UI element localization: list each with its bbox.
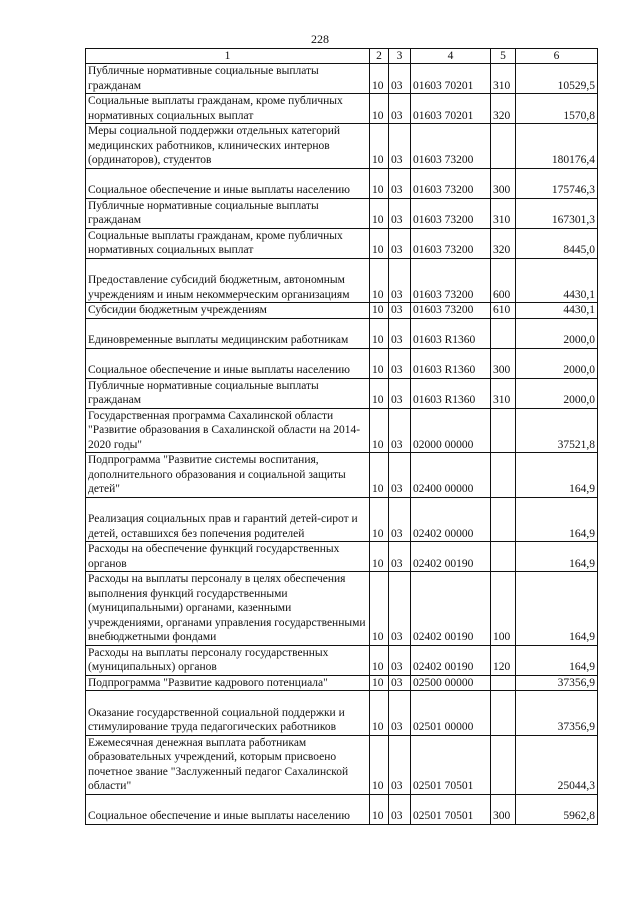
- row-amount: 164,9: [516, 453, 598, 498]
- row-expense-type: 300: [491, 348, 516, 378]
- row-target-article: 01603 73200: [411, 168, 491, 198]
- row-name: Социальное обеспечение и иные выплаты населению: [86, 168, 370, 198]
- row-name: Подпрограмма "Развитие кадрового потенциала": [86, 675, 370, 691]
- row-target-article: 02402 00000: [411, 497, 491, 542]
- row-amount: 37356,9: [516, 675, 598, 691]
- row-name: Публичные нормативные социальные выплаты гражданам: [86, 198, 370, 228]
- header-col-2: 2: [370, 49, 389, 64]
- table-row: [86, 735, 598, 794]
- row-target-article: 01603 70201: [411, 64, 491, 94]
- row-subsection: 03: [389, 794, 411, 824]
- row-amount: 5962,8: [516, 794, 598, 824]
- row-section: 10: [370, 168, 389, 198]
- row-section: 10: [370, 794, 389, 824]
- row-section: 10: [370, 378, 389, 408]
- table-row: [86, 348, 598, 378]
- table-row: [86, 94, 598, 124]
- row-name: Подпрограмма "Развитие системы воспитания, дополнительного образования и социальной защиты детей": [86, 453, 370, 498]
- row-section: 10: [370, 572, 389, 646]
- row-expense-type: [491, 542, 516, 572]
- row-subsection: 03: [389, 675, 411, 691]
- row-subsection: 03: [389, 228, 411, 258]
- row-subsection: 03: [389, 378, 411, 408]
- row-expense-type: 310: [491, 378, 516, 408]
- row-name: Государственная программа Сахалинской области "Развитие образования в Сахалинской области на 2014-2020 годы": [86, 408, 370, 453]
- row-expense-type: 100: [491, 572, 516, 646]
- row-expense-type: 320: [491, 94, 516, 124]
- row-subsection: 03: [389, 542, 411, 572]
- row-section: 10: [370, 497, 389, 542]
- row-name: Единовременные выплаты медицинским работникам: [86, 318, 370, 348]
- row-target-article: 02000 00000: [411, 408, 491, 453]
- row-subsection: 03: [389, 408, 411, 453]
- row-amount: 4430,1: [516, 303, 598, 319]
- row-expense-type: [491, 453, 516, 498]
- table-row: [86, 572, 598, 646]
- row-amount: 175746,3: [516, 168, 598, 198]
- table-row: [86, 542, 598, 572]
- row-section: 10: [370, 303, 389, 319]
- row-subsection: 03: [389, 318, 411, 348]
- row-target-article: 01603 73200: [411, 303, 491, 319]
- row-section: 10: [370, 408, 389, 453]
- row-expense-type: 600: [491, 258, 516, 303]
- row-target-article: 02501 70501: [411, 735, 491, 794]
- row-subsection: 03: [389, 64, 411, 94]
- header-col-4: 4: [411, 49, 491, 64]
- table-body: [86, 64, 598, 825]
- row-expense-type: [491, 408, 516, 453]
- row-name: Ежемесячная денежная выплата работникам образовательных учреждений, которым присвоено почетное звание "Заслуженный педагог Сахалинской области": [86, 735, 370, 794]
- row-amount: 2000,0: [516, 378, 598, 408]
- header-col-1: 1: [86, 49, 370, 64]
- row-section: 10: [370, 348, 389, 378]
- row-expense-type: [491, 124, 516, 169]
- table-row: [86, 258, 598, 303]
- row-target-article: 01603 73200: [411, 228, 491, 258]
- row-expense-type: 310: [491, 198, 516, 228]
- row-section: 10: [370, 94, 389, 124]
- row-name: Реализация социальных прав и гарантий детей-сирот и детей, оставшихся без попечения родителей: [86, 497, 370, 542]
- row-amount: 37521,8: [516, 408, 598, 453]
- row-amount: 4430,1: [516, 258, 598, 303]
- row-target-article: 02400 00000: [411, 453, 491, 498]
- table-row: [86, 675, 598, 691]
- row-amount: 37356,9: [516, 691, 598, 736]
- row-section: 10: [370, 675, 389, 691]
- row-subsection: 03: [389, 645, 411, 675]
- row-subsection: 03: [389, 124, 411, 169]
- row-amount: 2000,0: [516, 318, 598, 348]
- row-amount: 164,9: [516, 497, 598, 542]
- row-amount: 25044,3: [516, 735, 598, 794]
- row-subsection: 03: [389, 94, 411, 124]
- table-row: [86, 453, 598, 498]
- header-row: [86, 49, 598, 64]
- row-subsection: 03: [389, 303, 411, 319]
- table-row: [86, 794, 598, 824]
- budget-table: [85, 48, 598, 825]
- row-expense-type: [491, 497, 516, 542]
- row-subsection: 03: [389, 691, 411, 736]
- row-target-article: 02500 00000: [411, 675, 491, 691]
- table-row: [86, 228, 598, 258]
- row-section: 10: [370, 691, 389, 736]
- table-row: [86, 497, 598, 542]
- row-name: Предоставление субсидий бюджетным, автономным учреждениям и иным некоммерческим организациям: [86, 258, 370, 303]
- table-row: [86, 378, 598, 408]
- row-expense-type: 300: [491, 168, 516, 198]
- row-target-article: 02402 00190: [411, 572, 491, 646]
- row-section: 10: [370, 645, 389, 675]
- table-row: [86, 303, 598, 319]
- row-target-article: 02402 00190: [411, 645, 491, 675]
- row-name: Меры социальной поддержки отдельных категорий медицинских работников, клинических интернов (ординаторов), студентов: [86, 124, 370, 169]
- row-section: 10: [370, 198, 389, 228]
- row-amount: 164,9: [516, 572, 598, 646]
- row-amount: 8445,0: [516, 228, 598, 258]
- row-section: 10: [370, 318, 389, 348]
- row-amount: 167301,3: [516, 198, 598, 228]
- row-amount: 2000,0: [516, 348, 598, 378]
- page-number: 228: [311, 32, 329, 46]
- row-subsection: 03: [389, 198, 411, 228]
- row-expense-type: [491, 675, 516, 691]
- row-target-article: 02501 00000: [411, 691, 491, 736]
- table-row: [86, 691, 598, 736]
- row-amount: 180176,4: [516, 124, 598, 169]
- row-name: Публичные нормативные социальные выплаты гражданам: [86, 378, 370, 408]
- row-expense-type: 310: [491, 64, 516, 94]
- row-subsection: 03: [389, 497, 411, 542]
- table-row: [86, 318, 598, 348]
- row-expense-type: [491, 735, 516, 794]
- row-expense-type: 120: [491, 645, 516, 675]
- row-subsection: 03: [389, 168, 411, 198]
- row-target-article: 02501 70501: [411, 794, 491, 824]
- table-row: [86, 198, 598, 228]
- row-target-article: 01603 73200: [411, 124, 491, 169]
- row-section: 10: [370, 542, 389, 572]
- row-name: Социальные выплаты гражданам, кроме публичных нормативных социальных выплат: [86, 94, 370, 124]
- row-subsection: 03: [389, 572, 411, 646]
- row-section: 10: [370, 228, 389, 258]
- row-target-article: 01603 70201: [411, 94, 491, 124]
- row-expense-type: 320: [491, 228, 516, 258]
- row-target-article: 01603 R1360: [411, 318, 491, 348]
- row-expense-type: [491, 318, 516, 348]
- row-target-article: 02402 00190: [411, 542, 491, 572]
- row-amount: 1570,8: [516, 94, 598, 124]
- row-name: Оказание государственной социальной поддержки и стимулирование труда педагогических работников: [86, 691, 370, 736]
- row-name: Публичные нормативные социальные выплаты гражданам: [86, 64, 370, 94]
- row-expense-type: [491, 691, 516, 736]
- header-col-6: 6: [516, 49, 598, 64]
- row-amount: 164,9: [516, 542, 598, 572]
- row-subsection: 03: [389, 735, 411, 794]
- row-target-article: 01603 R1360: [411, 348, 491, 378]
- row-name: Субсидии бюджетным учреждениям: [86, 303, 370, 319]
- row-target-article: 01603 R1360: [411, 378, 491, 408]
- row-section: 10: [370, 735, 389, 794]
- row-expense-type: 300: [491, 794, 516, 824]
- row-amount: 10529,5: [516, 64, 598, 94]
- row-name: Социальные выплаты гражданам, кроме публичных нормативных социальных выплат: [86, 228, 370, 258]
- row-section: 10: [370, 64, 389, 94]
- row-subsection: 03: [389, 348, 411, 378]
- header-col-5: 5: [491, 49, 516, 64]
- row-name: Расходы на выплаты персоналу государственных (муниципальных) органов: [86, 645, 370, 675]
- header-col-3: 3: [389, 49, 411, 64]
- row-name: Социальное обеспечение и иные выплаты населению: [86, 348, 370, 378]
- table-row: [86, 645, 598, 675]
- row-name: Расходы на выплаты персоналу в целях обеспечения выполнения функций государственными (муниципальными) органами, казенными учреждениями, органами управления государственными внебюджетными фондами: [86, 572, 370, 646]
- row-subsection: 03: [389, 258, 411, 303]
- row-section: 10: [370, 124, 389, 169]
- row-expense-type: 610: [491, 303, 516, 319]
- row-target-article: 01603 73200: [411, 258, 491, 303]
- row-subsection: 03: [389, 453, 411, 498]
- row-target-article: 01603 73200: [411, 198, 491, 228]
- row-section: 10: [370, 453, 389, 498]
- table-row: [86, 408, 598, 453]
- row-amount: 164,9: [516, 645, 598, 675]
- row-section: 10: [370, 258, 389, 303]
- row-name: Расходы на обеспечение функций государственных органов: [86, 542, 370, 572]
- table-row: [86, 124, 598, 169]
- row-name: Социальное обеспечение и иные выплаты населению: [86, 794, 370, 824]
- table-row: [86, 168, 598, 198]
- table-row: [86, 64, 598, 94]
